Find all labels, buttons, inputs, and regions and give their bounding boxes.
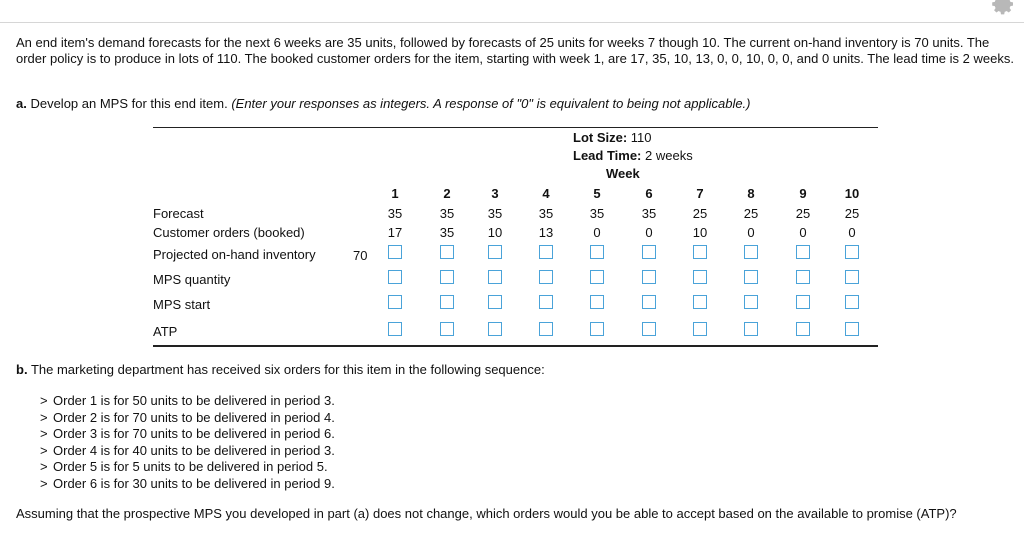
part-b-label: b. bbox=[16, 362, 28, 377]
forecast-cell: 25 bbox=[795, 206, 811, 221]
bullet-arrow: > bbox=[40, 475, 48, 491]
atp-input[interactable] bbox=[845, 322, 859, 336]
week-number: 6 bbox=[645, 186, 653, 201]
atp-input[interactable] bbox=[539, 322, 553, 336]
initial-inventory: 70 bbox=[353, 248, 368, 263]
projected-inventory-input[interactable] bbox=[388, 245, 402, 259]
atp-input[interactable] bbox=[388, 322, 402, 336]
customer-orders-cell: 0 bbox=[645, 225, 653, 240]
mps-start-input[interactable] bbox=[539, 295, 553, 309]
mps-start-input[interactable] bbox=[590, 295, 604, 309]
forecast-cell: 25 bbox=[743, 206, 759, 221]
projected-inventory-row-label: Projected on-hand inventory bbox=[153, 247, 316, 262]
mps-start-input[interactable] bbox=[744, 295, 758, 309]
week-number: 3 bbox=[491, 186, 499, 201]
bullet-arrow: > bbox=[40, 409, 48, 425]
projected-inventory-input[interactable] bbox=[590, 245, 604, 259]
customer-orders-cell: 13 bbox=[538, 225, 554, 240]
list-item bbox=[40, 443, 335, 460]
order-list bbox=[40, 393, 335, 493]
part-a-label: a. bbox=[16, 96, 27, 111]
mps-start-input[interactable] bbox=[488, 295, 502, 309]
week-number: 8 bbox=[747, 186, 755, 201]
forecast-cell: 35 bbox=[387, 206, 403, 221]
week-number: 5 bbox=[593, 186, 601, 201]
mps-quantity-row-label: MPS quantity bbox=[153, 272, 231, 287]
lead-time bbox=[573, 148, 693, 163]
part-a-text: Develop an MPS for this end item. bbox=[26, 96, 232, 111]
mps-quantity-input[interactable] bbox=[642, 270, 656, 284]
bullet-arrow: > bbox=[40, 393, 48, 408]
forecast-cell: 25 bbox=[692, 206, 708, 221]
order-text: Order 6 is for 30 units to be delivered in period 9. bbox=[53, 475, 335, 491]
forecast-row-label: Forecast bbox=[153, 206, 204, 221]
customer-orders-cell: 0 bbox=[799, 225, 807, 240]
mps-quantity-input[interactable] bbox=[693, 270, 707, 284]
atp-input[interactable] bbox=[590, 322, 604, 336]
mps-start-input[interactable] bbox=[693, 295, 707, 309]
mps-quantity-input[interactable] bbox=[488, 270, 502, 284]
order-text: Order 5 is for 5 units to be delivered in period 5. bbox=[53, 459, 328, 475]
forecast-cell: 35 bbox=[487, 206, 503, 221]
mps-start-input[interactable] bbox=[388, 295, 402, 309]
mps-quantity-input[interactable] bbox=[388, 270, 402, 284]
atp-input[interactable] bbox=[642, 322, 656, 336]
lot-size-label: Lot Size: bbox=[573, 130, 628, 145]
projected-inventory-input[interactable] bbox=[845, 245, 859, 259]
mps-quantity-input[interactable] bbox=[744, 270, 758, 284]
table-top-rule bbox=[153, 127, 878, 128]
forecast-cell: 35 bbox=[538, 206, 554, 221]
list-item bbox=[40, 476, 335, 493]
order-text: Order 3 is for 70 units to be delivered in period 6. bbox=[53, 426, 335, 442]
forecast-cell: 35 bbox=[589, 206, 605, 221]
projected-inventory-input[interactable] bbox=[796, 245, 810, 259]
mps-start-row-label: MPS start bbox=[153, 297, 211, 312]
mps-start-input[interactable] bbox=[440, 295, 454, 309]
bullet-arrow: > bbox=[40, 442, 48, 458]
projected-inventory-input[interactable] bbox=[440, 245, 454, 259]
part-a-prompt bbox=[16, 96, 751, 112]
customer-orders-cell: 10 bbox=[487, 225, 503, 240]
mps-start-input[interactable] bbox=[796, 295, 810, 309]
forecast-cell: 35 bbox=[439, 206, 455, 221]
customer-orders-cell: 0 bbox=[747, 225, 755, 240]
mps-quantity-input[interactable] bbox=[590, 270, 604, 284]
atp-row-label: ATP bbox=[153, 324, 178, 339]
gear-icon[interactable] bbox=[992, 0, 1016, 16]
customer-orders-row-label: Customer orders (booked) bbox=[153, 225, 305, 240]
projected-inventory-input[interactable] bbox=[642, 245, 656, 259]
order-text: Order 1 is for 50 units to be delivered in period 3. bbox=[53, 393, 335, 408]
customer-orders-cell: 17 bbox=[387, 225, 403, 240]
customer-orders-cell: 35 bbox=[439, 225, 455, 240]
list-item bbox=[40, 410, 335, 427]
customer-orders-cell: 0 bbox=[593, 225, 601, 240]
week-number: 2 bbox=[443, 186, 451, 201]
forecast-cell: 35 bbox=[641, 206, 657, 221]
part-b-text: The marketing department has received six orders for this item in the following sequence: bbox=[27, 362, 545, 377]
week-number: 9 bbox=[799, 186, 807, 201]
projected-inventory-input[interactable] bbox=[488, 245, 502, 259]
projected-inventory-input[interactable] bbox=[539, 245, 553, 259]
week-number: 7 bbox=[696, 186, 704, 201]
part-a-instruction: (Enter your responses as integers. A response of "0" is equivalent to being not applicable.) bbox=[231, 96, 751, 111]
list-item bbox=[40, 393, 335, 410]
header-divider bbox=[0, 22, 1024, 23]
atp-input[interactable] bbox=[796, 322, 810, 336]
customer-orders-cell: 10 bbox=[692, 225, 708, 240]
atp-input[interactable] bbox=[488, 322, 502, 336]
problem-statement: An end item's demand forecasts for the next 6 weeks are 35 units, followed by forecasts of 25 units for weeks 7 though 10. The current on-hand inventory is 70 units. The order policy is to produce in lots of 110. The booked customer orders for the item, starting with week 1, are 17, 35, 10, 13, 0, 0, 10, 0, 0, and 0 units. The lead time is 2 weeks. bbox=[16, 35, 1014, 66]
mps-quantity-input[interactable] bbox=[440, 270, 454, 284]
mps-start-input[interactable] bbox=[642, 295, 656, 309]
customer-orders-cell: 0 bbox=[848, 225, 856, 240]
question-text: Assuming that the prospective MPS you developed in part (a) does not change, which orders would you be able to accept based on the available to promise (ATP)? bbox=[16, 506, 957, 521]
projected-inventory-input[interactable] bbox=[744, 245, 758, 259]
atp-input[interactable] bbox=[693, 322, 707, 336]
lot-size-value: 110 bbox=[627, 130, 652, 145]
table-bottom-rule bbox=[153, 345, 878, 347]
list-item bbox=[40, 426, 335, 443]
week-number: 1 bbox=[391, 186, 399, 201]
forecast-cell: 25 bbox=[844, 206, 860, 221]
part-b-prompt bbox=[16, 362, 545, 378]
mps-quantity-input[interactable] bbox=[796, 270, 810, 284]
mps-quantity-input[interactable] bbox=[539, 270, 553, 284]
order-text: Order 2 is for 70 units to be delivered in period 4. bbox=[53, 409, 335, 425]
week-header: Week bbox=[606, 166, 640, 181]
atp-input[interactable] bbox=[744, 322, 758, 336]
bullet-arrow: > bbox=[40, 459, 48, 475]
lead-time-label: Lead Time: bbox=[573, 148, 642, 163]
mps-quantity-input[interactable] bbox=[845, 270, 859, 284]
list-item bbox=[40, 459, 335, 476]
order-text: Order 4 is for 40 units to be delivered in period 3. bbox=[53, 442, 335, 458]
week-number: 4 bbox=[542, 186, 550, 201]
week-number: 10 bbox=[844, 186, 860, 201]
atp-input[interactable] bbox=[440, 322, 454, 336]
bullet-arrow: > bbox=[40, 426, 48, 442]
lead-time-value: 2 weeks bbox=[641, 148, 693, 163]
projected-inventory-input[interactable] bbox=[693, 245, 707, 259]
mps-table bbox=[153, 127, 878, 347]
lot-size bbox=[573, 130, 652, 145]
mps-start-input[interactable] bbox=[845, 295, 859, 309]
